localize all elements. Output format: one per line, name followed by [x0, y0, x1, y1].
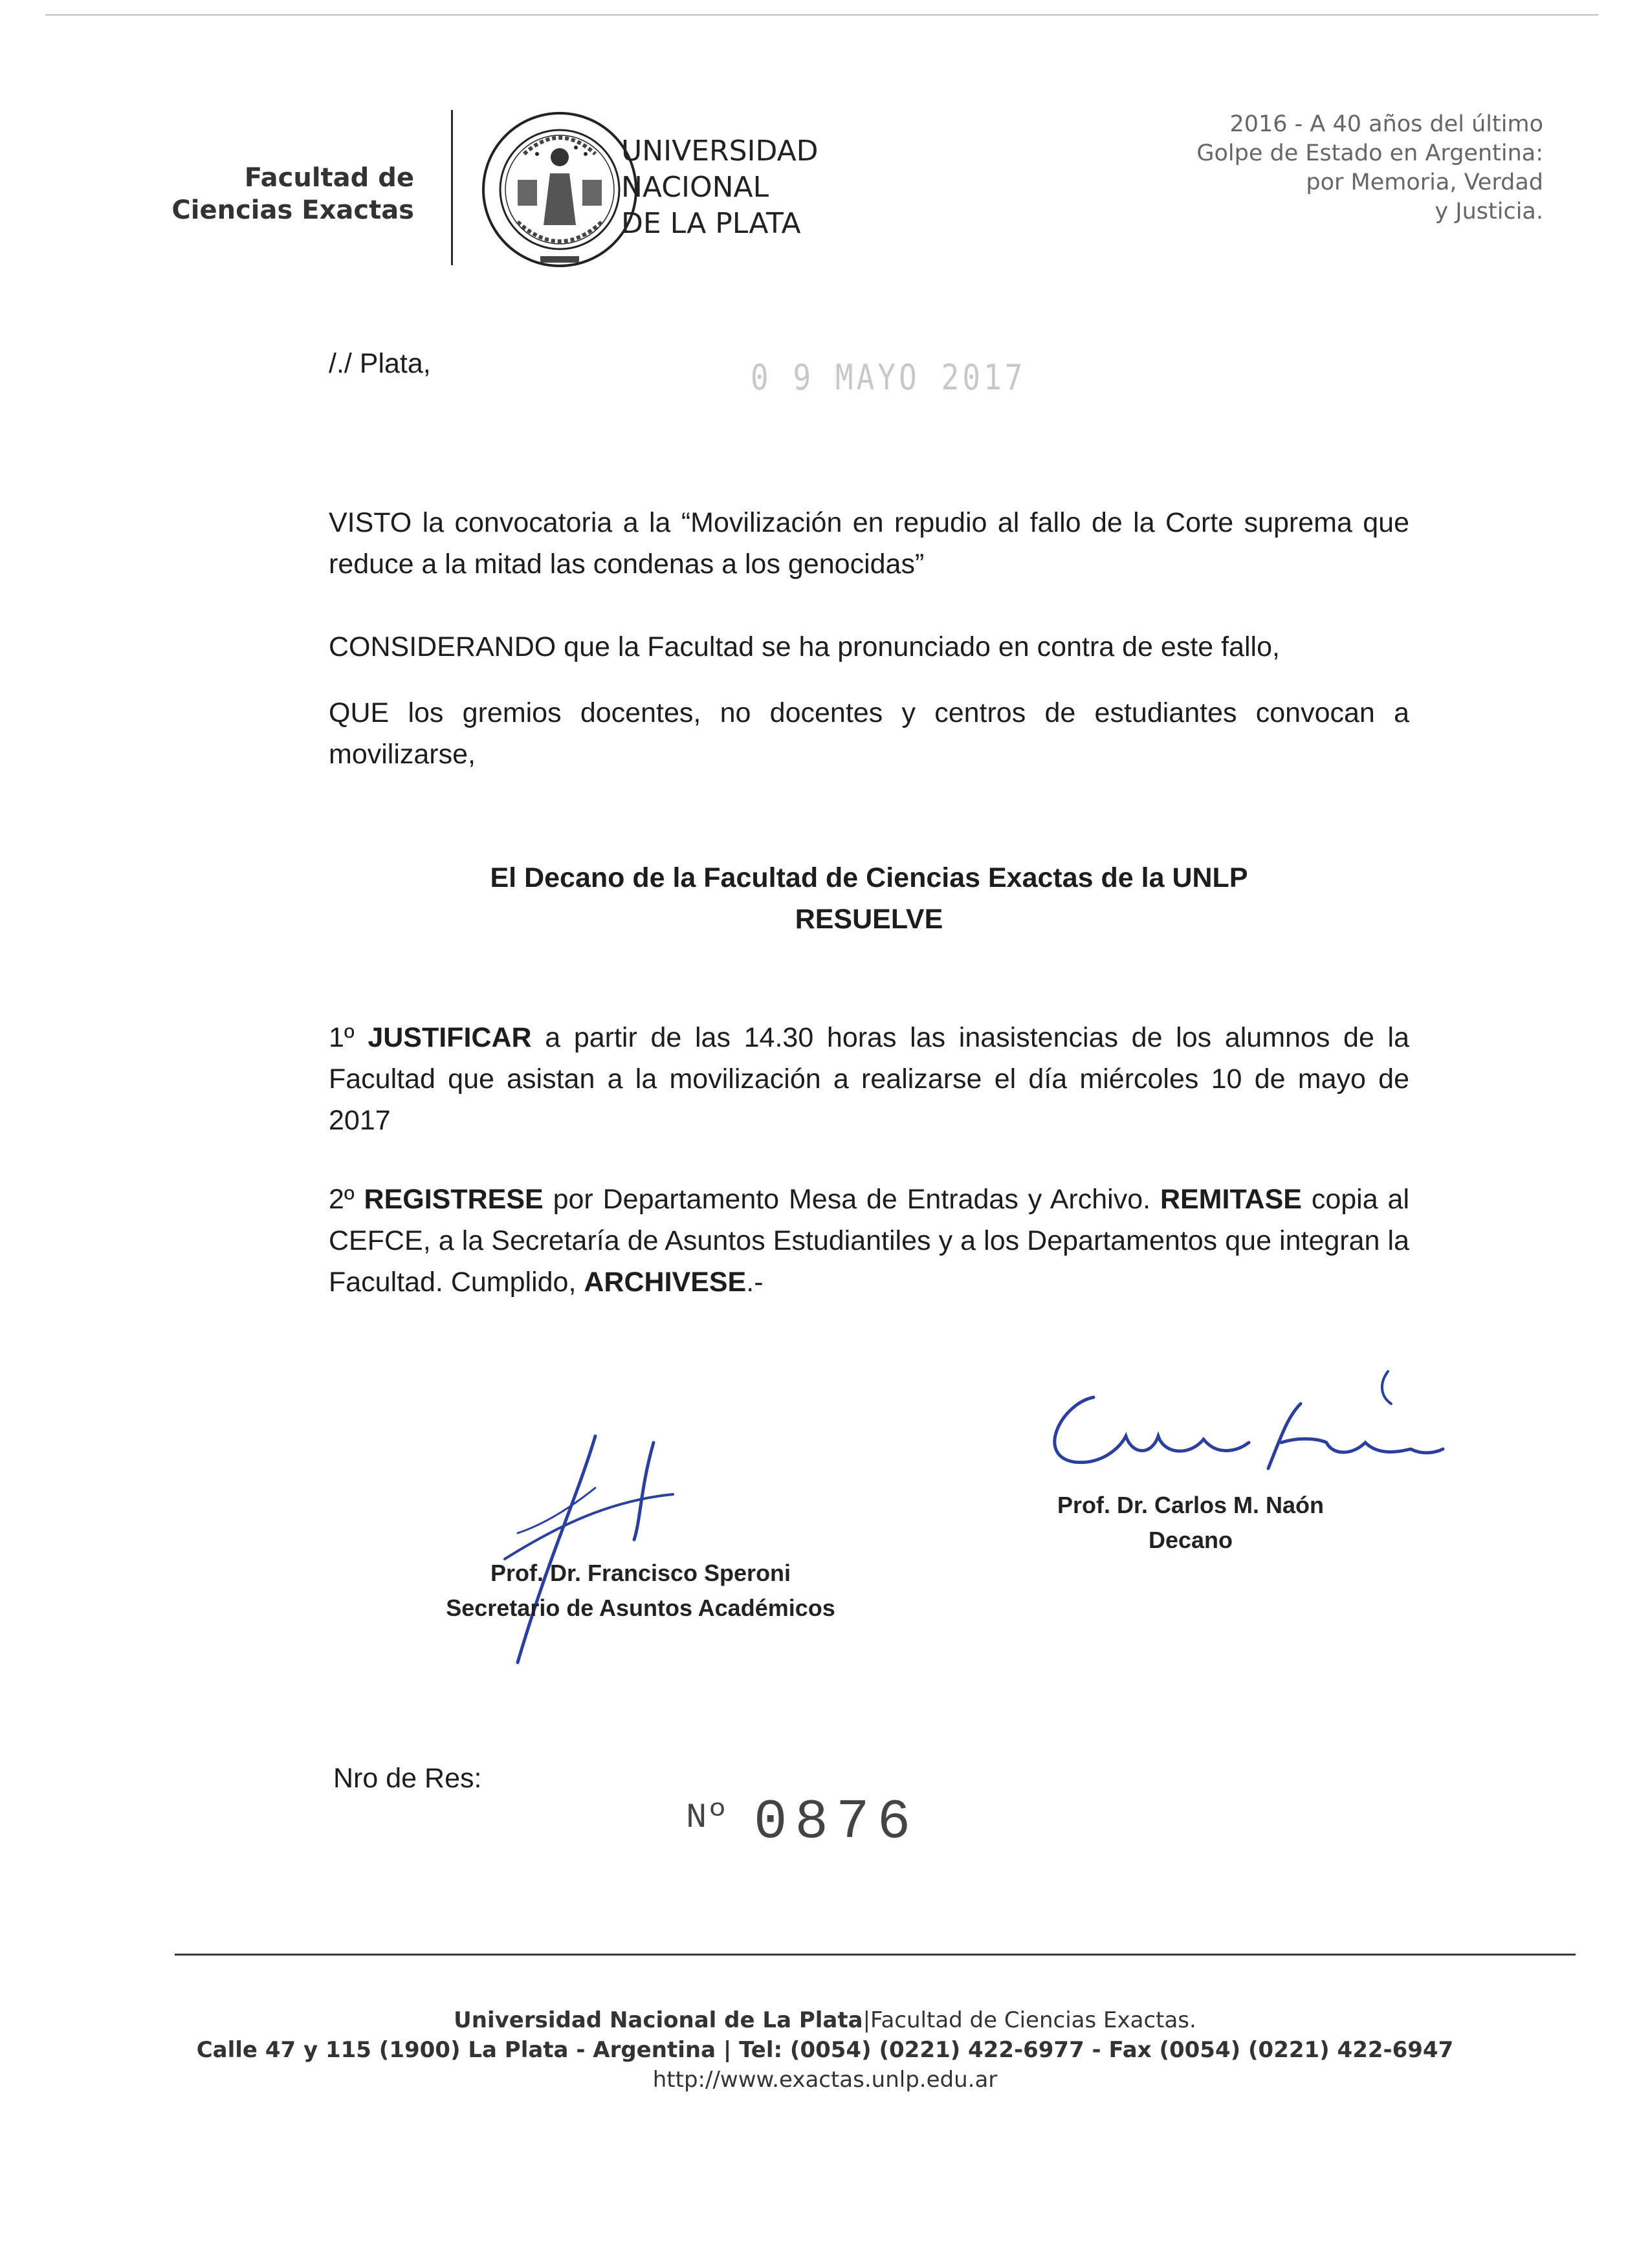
header-divider: [451, 110, 453, 265]
article-2-end: .-: [746, 1267, 764, 1298]
faculty-name-line1: Facultad de: [244, 163, 414, 193]
speroni-role: Secretario de Asuntos Académicos: [446, 1595, 835, 1621]
commemorative-motto: [1061, 110, 1543, 226]
considerando-paragraph: CONSIDERANDO que la Facultad se ha pronunciado en contra de este fallo,: [329, 631, 1280, 662]
footer-faculty: Facultad de Ciencias Exactas.: [870, 2007, 1196, 2033]
footer-line1: [168, 2005, 1482, 2035]
resolution-heading-line2: RESUELVE: [795, 904, 943, 935]
article-2-verb-archivese: ARCHIVESE: [584, 1267, 747, 1298]
article-2: [329, 1179, 1409, 1303]
visto-paragraph: VISTO la convocatoria a la “Movilización en repudio al fallo de la Corte suprema que reduce a la mitad las condenas a los genocidas”: [329, 507, 1409, 580]
speroni-handwritten-signature: [479, 1423, 725, 1682]
motto-line1: 2016 - A 40 años del último: [1229, 111, 1543, 137]
university-name-line2: NACIONAL: [621, 171, 769, 204]
article-2-verb-remitase: REMITASE: [1160, 1184, 1302, 1215]
university-name-line3: DE LA PLATA: [621, 207, 801, 240]
article-1-number: 1º: [329, 1022, 355, 1053]
resolution-number-value: 0876: [753, 1791, 919, 1854]
article-1-text: a partir de las 14.30 horas las inasistencias de los alumnos de la Facultad que asistan a la movilización a realizarse el día miércoles 10 de mayo de 2017: [329, 1022, 1410, 1136]
article-1: [329, 1017, 1409, 1141]
naon-signature-block: [1009, 1488, 1372, 1558]
faculty-name-line2: Ciencias Exactas: [171, 195, 414, 225]
university-seal-logo: [479, 109, 641, 270]
university-name-line1: UNIVERSIDAD: [621, 135, 819, 168]
footer-separator: |: [863, 2007, 871, 2033]
date-stamp: 0 9 MAYO 2017: [751, 357, 1026, 398]
motto-line4: y Justicia.: [1435, 199, 1543, 224]
article-2-verb-registrese: REGISTRESE: [364, 1184, 544, 1215]
article-2-text-1: por Departamento Mesa de Entradas y Archivo.: [553, 1184, 1151, 1215]
speroni-name: Prof. Dr. Francisco Speroni: [490, 1560, 791, 1586]
speroni-signature-block: [401, 1556, 880, 1626]
footer-divider: [175, 1954, 1576, 1956]
naon-name: Prof. Dr. Carlos M. Naón: [1057, 1492, 1325, 1518]
motto-line3: por Memoria, Verdad: [1306, 169, 1543, 195]
article-2-number: 2º: [329, 1184, 355, 1215]
scan-edge-line: [45, 14, 1598, 16]
naon-handwritten-signature: [1022, 1358, 1449, 1488]
motto-line2: Golpe de Estado en Argentina:: [1196, 140, 1543, 166]
naon-role: Decano: [1148, 1527, 1233, 1553]
resolution-number-prefix: Nº: [686, 1798, 728, 1838]
resolution-heading-line1: El Decano de la Facultad de Ciencias Exactas de la UNLP: [490, 862, 1248, 893]
footer-address: Calle 47 y 115 (1900) La Plata - Argentina | Tel: (0054) (0221) 422-6977 - Fax (0054) (0221) 422-6947: [196, 2037, 1454, 2063]
article-2-text-2: copia al CEFCE, a la Secretaría de Asuntos Estudiantiles y a los Departamentos que integran la Facultad. Cumplido,: [329, 1184, 1409, 1298]
resolution-number-stamp: [686, 1791, 918, 1854]
resolution-heading: [329, 857, 1409, 940]
footer-website-link[interactable]: http://www.exactas.unlp.edu.ar: [652, 2067, 998, 2093]
que-paragraph: QUE los gremios docentes, no docentes y centros de estudiantes convocan a movilizarse,: [329, 697, 1409, 770]
place-line: /./ Plata,: [329, 348, 431, 379]
footer-university: Universidad Nacional de La Plata: [454, 2007, 863, 2033]
university-name: [621, 133, 819, 242]
resolution-number-label: Nro de Res:: [333, 1763, 482, 1794]
faculty-name: [129, 162, 414, 226]
article-1-verb: JUSTIFICAR: [368, 1022, 532, 1053]
